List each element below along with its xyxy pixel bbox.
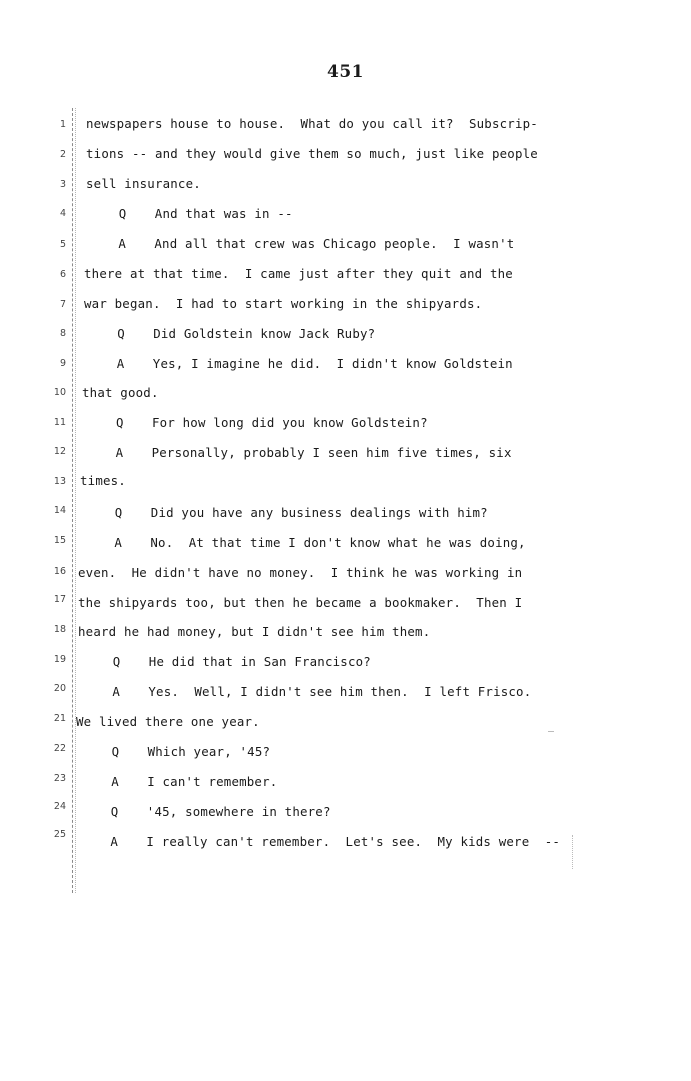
speaker-label: Q xyxy=(112,654,121,669)
stray-mark xyxy=(548,731,554,732)
line-number: 18 xyxy=(53,624,66,635)
line-number: 5 xyxy=(59,239,66,250)
line-text: And all that crew was Chicago people. I wasn't xyxy=(154,236,515,251)
line-number: 1 xyxy=(59,119,66,130)
transcript-line xyxy=(111,774,277,789)
transcript-line xyxy=(78,565,522,580)
line-text: tions -- and they would give them so much, just like people xyxy=(86,146,538,161)
line-text: that good. xyxy=(82,385,159,400)
line-text: times. xyxy=(80,473,126,488)
line-text: I really can't remember. Let's see. My kids were -- xyxy=(146,834,561,849)
line-number: 13 xyxy=(53,476,66,487)
line-number: 10 xyxy=(53,387,66,398)
transcript-line xyxy=(84,296,482,311)
line-number: 2 xyxy=(59,149,66,160)
line-text: We lived there one year. xyxy=(76,714,260,729)
speaker-label: A xyxy=(111,774,119,789)
line-number: 15 xyxy=(53,535,66,546)
margin-rule-secondary xyxy=(75,108,76,893)
speaker-label: Q xyxy=(111,744,120,759)
line-text: For how long did you know Goldstein? xyxy=(152,415,428,430)
line-text: war began. I had to start working in the shipyards. xyxy=(84,296,483,311)
transcript-line xyxy=(78,624,430,639)
speaker-label: A xyxy=(110,834,119,849)
transcript-line xyxy=(113,654,371,669)
line-number: 4 xyxy=(59,208,66,219)
speaker-label: A xyxy=(116,356,125,371)
line-number: 11 xyxy=(53,417,66,428)
transcript-line xyxy=(115,505,488,520)
transcript-line xyxy=(84,266,513,281)
transcript-line xyxy=(111,804,331,819)
line-text: Did Goldstein know Jack Ruby? xyxy=(153,326,376,341)
speaker-label: A xyxy=(118,236,127,251)
transcript-line xyxy=(86,146,538,161)
transcript-line xyxy=(112,744,271,759)
transcript-line xyxy=(117,356,513,371)
transcript-line xyxy=(82,385,159,400)
line-number: 9 xyxy=(59,358,66,369)
transcript-line xyxy=(76,714,260,729)
speaker-label: A xyxy=(114,535,123,550)
line-number: 25 xyxy=(53,829,66,840)
line-number: 16 xyxy=(53,566,66,577)
line-number: 7 xyxy=(59,299,66,310)
speaker-label: Q xyxy=(118,206,127,221)
line-number: 23 xyxy=(53,773,66,784)
line-text: there at that time. I came just after they quit and the xyxy=(84,266,513,281)
margin-rule xyxy=(72,108,73,893)
line-text: heard he had money, but I didn't see him them. xyxy=(78,624,431,639)
line-number: 22 xyxy=(53,743,66,754)
transcript-line xyxy=(118,236,514,251)
line-text: I can't remember. xyxy=(147,774,278,789)
line-number: 24 xyxy=(53,801,66,812)
speaker-label: Q xyxy=(110,804,119,819)
page-number: 451 xyxy=(327,62,364,82)
line-number: 21 xyxy=(53,713,66,724)
line-number: 17 xyxy=(53,594,66,605)
speaker-label: A xyxy=(112,684,121,699)
line-text: newspapers house to house. What do you call it? Subscrip- xyxy=(86,116,538,131)
line-number: 12 xyxy=(53,446,66,457)
speaker-label: A xyxy=(115,445,124,460)
transcript-line xyxy=(117,326,375,341)
transcript-line xyxy=(86,176,201,191)
line-number: 19 xyxy=(53,654,66,665)
speaker-label: Q xyxy=(114,505,123,520)
transcript-line xyxy=(112,684,531,699)
line-text: sell insurance. xyxy=(86,176,201,191)
line-number: 20 xyxy=(53,683,66,694)
line-text: '45, somewhere in there? xyxy=(146,804,331,819)
line-text: He did that in San Francisco? xyxy=(148,654,371,669)
transcript-line xyxy=(116,445,512,460)
right-margin-mark xyxy=(572,835,573,869)
speaker-label: Q xyxy=(116,415,124,430)
transcript-line xyxy=(86,116,538,131)
line-number: 3 xyxy=(59,179,66,190)
line-text: even. He didn't have no money. I think he was working in xyxy=(78,565,523,580)
transcript-line xyxy=(114,535,525,550)
transcript-line xyxy=(116,415,428,430)
line-text: Yes, I imagine he did. I didn't know Goldstein xyxy=(152,356,513,371)
transcript-line xyxy=(119,206,293,221)
speaker-label: Q xyxy=(117,326,125,341)
line-number: 8 xyxy=(59,328,66,339)
line-text: And that was in -- xyxy=(154,206,293,221)
line-text: the shipyards too, but then he became a bookmaker. Then I xyxy=(78,595,523,610)
line-number: 14 xyxy=(53,505,66,516)
transcript-line xyxy=(78,595,522,610)
transcript-line xyxy=(110,834,560,849)
line-text: Which year, '45? xyxy=(147,744,271,759)
line-text: Did you have any business dealings with him? xyxy=(150,505,488,520)
line-text: Personally, probably I seen him five times, six xyxy=(151,445,512,460)
line-text: Yes. Well, I didn't see him then. I left Frisco. xyxy=(148,684,532,699)
line-number: 6 xyxy=(59,269,66,280)
transcript-line xyxy=(80,473,126,488)
line-text: No. At that time I don't know what he was doing, xyxy=(150,535,526,550)
